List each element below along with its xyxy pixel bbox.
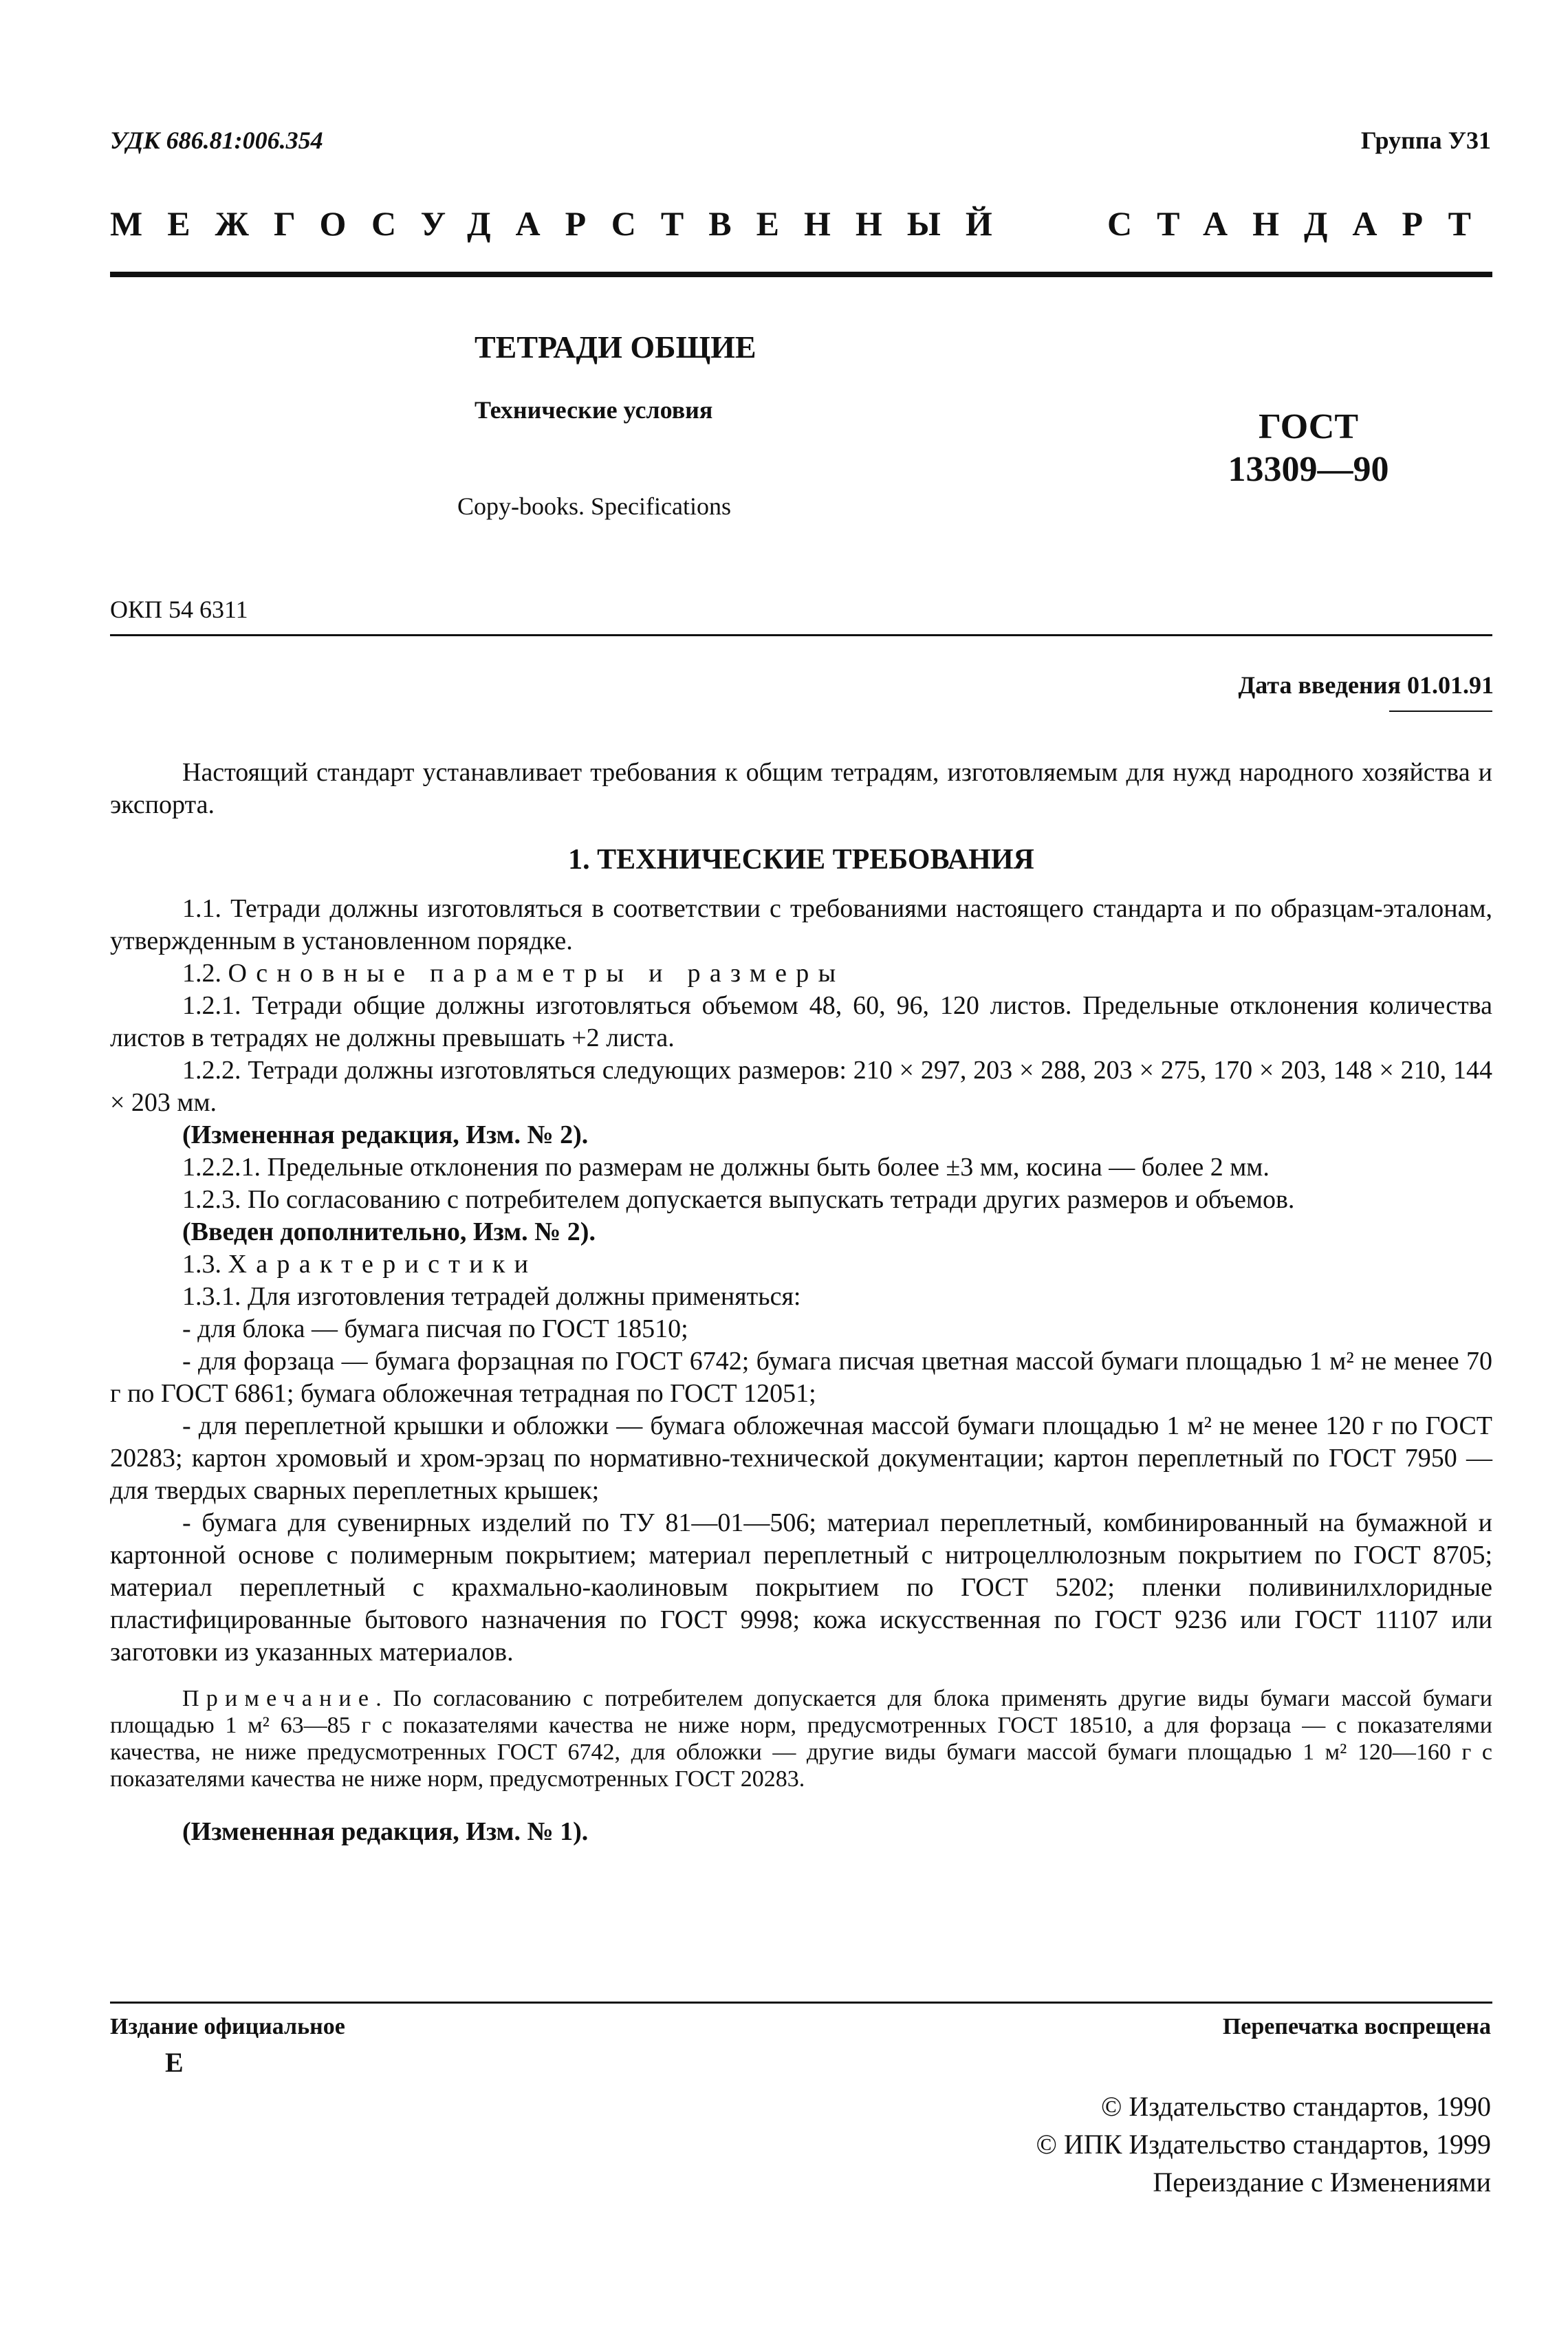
copyright-line: © ИПК Издательство стандартов, 1999 — [1036, 2129, 1491, 2160]
group-code: Группа У31 — [1360, 127, 1491, 154]
okp-divider — [110, 634, 1492, 636]
clause-1-2-1: 1.2.1. Тетради общие должны изготовляться объемом 48, 60, 96, 120 листов. Предельные отклонения количества листов в тетрадях не должны превышать +2 листа. — [110, 991, 1492, 1052]
clause-1-3-1: 1.3.1. Для изготовления тетрадей должны применяться: — [182, 1282, 801, 1311]
amendment-note: (Измененная редакция, Изм. № 1). — [182, 1817, 589, 1846]
clause-1-3-number: 1.3. — [182, 1250, 228, 1279]
section-heading: 1. ТЕХНИЧЕСКИЕ ТРЕБОВАНИЯ — [568, 844, 1034, 876]
header-divider — [110, 272, 1492, 277]
amendment-note: (Измененная редакция, Изм. № 2). — [182, 1120, 589, 1149]
document-body — [110, 757, 1492, 1848]
date-label: Дата введения — [1238, 671, 1407, 699]
list-item-forzac: - для форзаца — бумага форзацная по ГОСТ 6742; бумага писчая цветная массой бумаги площадью 1 м² не менее 70 г по ГОСТ 6861; бумага обложечная тетрадная по ГОСТ 12051; — [110, 1347, 1492, 1408]
standard-label: СТАНДАРТ — [1107, 204, 1496, 243]
clause-1-2-2: 1.2.2. Тетради должны изготовляться следующих размеров: 210 × 297, 203 × 288, 203 × 275, 170 × 203, 148 × 210, 144 × 203 мм. — [110, 1056, 1492, 1117]
copyright-block — [1036, 2088, 1491, 2201]
list-item-block: - для блока — бумага писчая по ГОСТ 18510; — [182, 1314, 688, 1343]
list-item-souvenir: - бумага для сувенирных изделий по ТУ 81—01—506; материал переплетный, комбинированный на бумажной и картонной основе с полимерным покрытием; материал переплетный с нитроцеллюлозным покрытием по ГОСТ 8705; материал переплетный с крахмально-каолиновым покрытием по ГОСТ 5202; пленки поливинилхлоридные пластифицированные бытового назначения по ГОСТ 9998; кожа искусственная по ГОСТ 9236 или ГОСТ 11107 или заготовки из указанных материалов. — [110, 1508, 1492, 1667]
gost-number: 13309—90 — [1228, 450, 1389, 490]
udk-code: УДК 686.81:006.354 — [110, 127, 323, 154]
note-paragraph — [110, 1685, 1492, 1792]
clause-1-3 — [110, 1248, 1492, 1281]
official-edition: Издание официальное — [110, 2014, 345, 2039]
reissue-line: Переиздание с Изменениями — [1153, 2167, 1491, 2198]
reprint-notice: Перепечатка воспрещена — [1222, 2014, 1491, 2039]
note-text: . По согласованию с потребителем допускается для блока применять другие виды бумаги массой бумаги площадью 1 м² 63—85 г с показателями качества не ниже норм, предусмотренных ГОСТ 18510, а для форзаца — с показателями качества, не ниже предусмотренных ГОСТ 6742, для обложки — другие виды бумаги массой бумаги площадью 1 м² 120—160 г с показателями качества не ниже норм, предусмотренных ГОСТ 20283. — [110, 1686, 1492, 1792]
date-value: 01.01.91 — [1407, 671, 1494, 699]
clause-1-3-title: Характеристики — [228, 1250, 538, 1279]
clause-1-2 — [110, 957, 1492, 990]
copyright-line: © Издательство стандартов, 1990 — [1100, 2091, 1491, 2122]
intro-paragraph: Настоящий стандарт устанавливает требования к общим тетрадям, изготовляемым для нужд народного хозяйства и экспорта. — [110, 758, 1492, 819]
clause-1-2-2-1: 1.2.2.1. Предельные отклонения по размерам не должны быть более ±3 мм, косина — более 2 мм. — [182, 1153, 1270, 1182]
document-title: ТЕТРАДИ ОБЩИЕ — [475, 329, 756, 365]
amendment-note: (Введен дополнительно, Изм. № 2). — [182, 1217, 596, 1246]
effective-date — [1239, 671, 1494, 700]
english-title: Copy-books. Specifications — [457, 492, 731, 520]
interstate-label: МЕЖГОСУДАРСТВЕННЫЙ — [110, 204, 1017, 243]
footer-divider — [110, 2002, 1492, 2004]
clause-1-2-title: Основные параметры и размеры — [228, 959, 845, 988]
clause-1-1: 1.1. Тетради должны изготовляться в соответствии с требованиями настоящего стандарта и по образцам-эталонам, утвержденным в установленном порядке. — [110, 894, 1492, 955]
edition-letter: Е — [165, 2047, 184, 2078]
gost-designation — [1221, 406, 1396, 492]
okp-code: ОКП 54 6311 — [110, 596, 248, 623]
date-underline — [1389, 711, 1492, 712]
gost-label: ГОСТ — [1258, 407, 1359, 446]
clause-1-2-3: 1.2.3. По согласованию с потребителем допускается выпускать тетради других размеров и объемов. — [182, 1185, 1295, 1214]
clause-1-2-number: 1.2. — [182, 959, 228, 988]
list-item-cover: - для переплетной крышки и обложки — бумага обложечная массой бумаги площадью 1 м² не менее 120 г по ГОСТ 20283; картон хромовый и хром-эрзац по нормативно-технической документации; картон переплетный по ГОСТ 7950 — для твердых сварных переплетных крышек; — [110, 1411, 1492, 1505]
note-label: Примечание — [182, 1686, 376, 1711]
document-subtitle: Технические условия — [475, 396, 713, 424]
